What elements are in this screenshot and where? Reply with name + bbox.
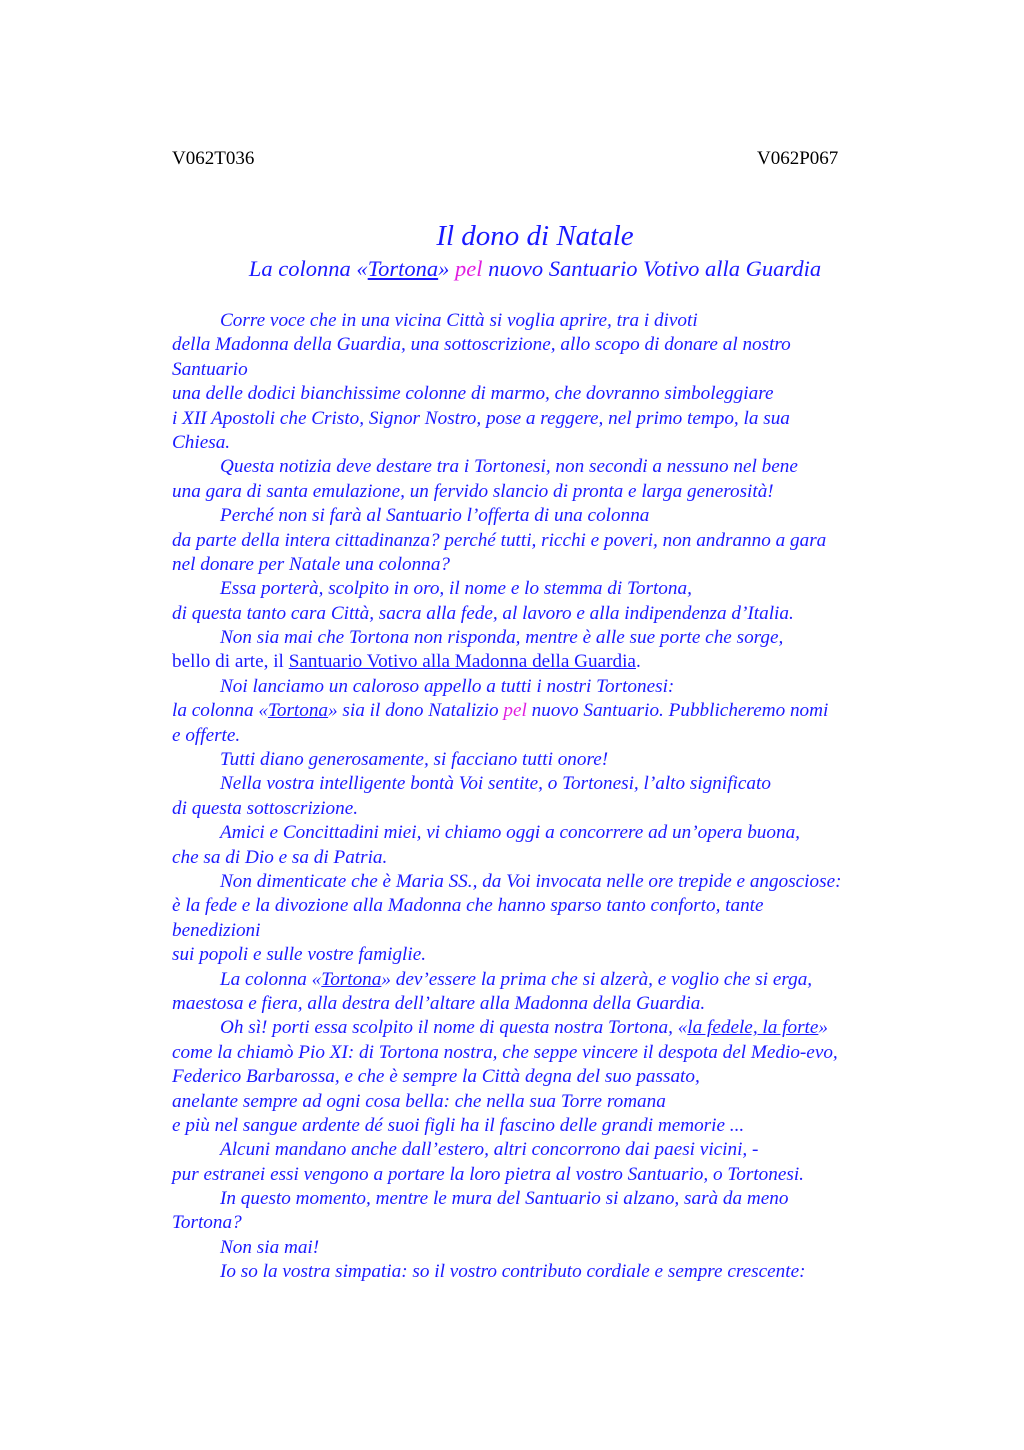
body-line: benedizioni: [172, 919, 261, 941]
article-body: [172, 309, 902, 1285]
body-line: i XII Apostoli che Cristo, Signor Nostro, pose a reggere, nel primo tempo, la sua: [172, 407, 790, 429]
body-line: Non sia mai!: [220, 1236, 320, 1258]
body-line: Non sia mai che Tortona non risponda, mentre è alle sue porte che sorge,: [220, 627, 784, 649]
body-line: Essa porterà, scolpito in oro, il nome e lo stemma di Tortona,: [220, 578, 692, 600]
document-code-right: V062P067: [757, 148, 839, 169]
body-text: Oh sì! porti essa scolpito il nome di questa nostra Tortona, «: [220, 1017, 688, 1039]
body-line: maestosa e fiera, alla destra dell’altare alla Madonna della Guardia.: [172, 992, 706, 1014]
body-line: che sa di Dio e sa di Patria.: [172, 846, 388, 868]
body-line: pur estranei essi vengono a portare la loro pietra al vostro Santuario, o Tortonesi.: [172, 1163, 804, 1185]
body-line: anelante sempre ad ogni cosa bella: che nella sua Torre romana: [172, 1090, 666, 1112]
body-line: Alcuni mandano anche dall’estero, altri concorrono dai paesi vicini, -: [220, 1139, 759, 1161]
body-line: e offerte.: [172, 724, 241, 746]
body-text: » dev’essere la prima che si alzerà, e voglio che si erga,: [381, 968, 813, 990]
body-line: una gara di santa emulazione, un fervido slancio di pronta e larga generosità!: [172, 480, 774, 502]
subtitle-pel-word: pel: [455, 256, 483, 281]
body-line: Federico Barbarossa, e che è sempre la Città degna del suo passato,: [172, 1066, 700, 1088]
body-line: Perché non si farà al Santuario l’offerta di una colonna: [220, 505, 650, 527]
body-line: di questa tanto cara Città, sacra alla fede, al lavoro e alla indipendenza d’Italia.: [172, 602, 794, 624]
body-line: Non dimenticate che è Maria SS., da Voi invocata nelle ore trepide e angosciose:: [220, 870, 842, 892]
body-line: Io so la vostra simpatia: so il vostro contributo cordiale e sempre crescente:: [220, 1261, 806, 1283]
body-line: Corre voce che in una vicina Città si voglia aprire, tra i divoti: [220, 310, 698, 331]
fedele-forte-link[interactable]: la fedele, la forte: [687, 1017, 819, 1039]
body-line: [172, 650, 902, 674]
page-subtitle: [0, 256, 1024, 282]
tortona-link[interactable]: Tortona: [321, 968, 382, 990]
body-line: da parte della intera cittadinanza? perché tutti, ricchi e poveri, non andranno a gara: [172, 529, 827, 551]
body-line: della Madonna della Guardia, una sottoscrizione, allo scopo di donare al nostro: [172, 334, 791, 356]
santuario-link[interactable]: Santuario Votivo alla Madonna della Guardia: [288, 651, 636, 673]
subtitle-text: nuovo Santuario Votivo alla Guardia: [482, 256, 822, 281]
body-text: nuovo Santuario. Pubblicheremo nomi: [526, 700, 829, 722]
subtitle-tortona-link[interactable]: Tortona: [367, 256, 439, 281]
subtitle-text: La colonna «: [248, 256, 368, 281]
body-line: Amici e Concittadini miei, vi chiamo oggi a concorrere ad un’opera buona,: [220, 822, 800, 844]
body-line: è la fede e la divozione alla Madonna che hanno sparso tanto conforto, tante: [172, 895, 764, 917]
body-line: Chiesa.: [172, 431, 231, 453]
page-title: Il dono di Natale: [436, 220, 634, 252]
body-line: Tutti diano generosamente, si facciano tutti onore!: [220, 749, 609, 771]
body-line: sui popoli e sulle vostre famiglie.: [172, 944, 427, 966]
body-line: come la chiamò Pio XI: di Tortona nostra, che seppe vincere il despota del Medio-evo,: [172, 1041, 838, 1063]
body-text: » sia il dono Natalizio: [328, 700, 504, 722]
document-code-left: V062T036: [172, 148, 255, 169]
pel-word: pel: [503, 700, 527, 722]
body-line: Noi lanciamo un caloroso appello a tutti i nostri Tortonesi:: [220, 675, 675, 697]
subtitle-text: »: [438, 256, 456, 281]
tortona-link[interactable]: Tortona: [267, 700, 329, 722]
body-line: Tortona?: [172, 1212, 242, 1234]
body-text: La colonna «: [220, 968, 322, 990]
body-text: »: [818, 1017, 828, 1039]
body-text: .: [635, 651, 641, 673]
body-text: bello di arte, il: [172, 651, 289, 673]
body-text: la colonna «: [172, 700, 268, 722]
body-line: una delle dodici bianchissime colonne di marmo, che dovranno simboleggiare: [172, 383, 774, 405]
body-line: In questo momento, mentre le mura del Santuario si alzano, sarà da meno: [220, 1188, 789, 1210]
body-line: [172, 1016, 902, 1040]
body-line: nel donare per Natale una colonna?: [172, 553, 451, 575]
body-line: Nella vostra intelligente bontà Voi sentite, o Tortonesi, l’alto significato: [220, 773, 771, 795]
body-line: di questa sottoscrizione.: [172, 797, 359, 819]
body-line: [172, 968, 902, 992]
body-line: [172, 699, 902, 723]
body-line: Santuario: [172, 358, 248, 380]
body-line: Questa notizia deve destare tra i Tortonesi, non secondi a nessuno nel bene: [220, 456, 798, 478]
body-line: e più nel sangue ardente dé suoi figli ha il fascino delle grandi memorie ...: [172, 1114, 745, 1136]
